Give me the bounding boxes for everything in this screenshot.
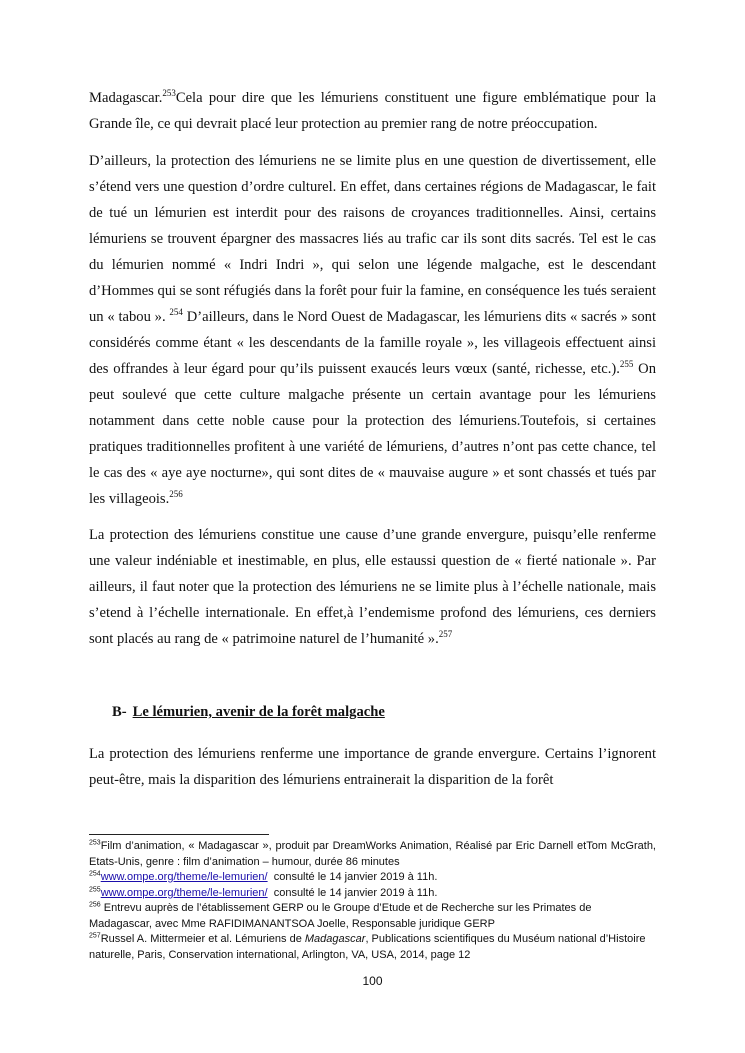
footnote-ref-255[interactable]: 255	[619, 359, 634, 370]
footnote-text: Film d’animation, « Madagascar », produit par DreamWorks Animation, Réalisé par Eric Darnell etTom McGrath, Etats-Unis, genre : film d’animation – humour, durée 86 minutes	[89, 840, 656, 868]
paragraph-text: D’ailleurs, dans le Nord Ouest de Madagascar, les lémuriens dits « sacrés » sont considérés comme étant « les descendants de la famille royale », les villageois effectuent ainsi des offrandes à leur égard pour qu’ils puissent exaucés leurs vœux (santé, richesse, etc.).	[89, 309, 656, 377]
footnote-ref-254[interactable]: 254	[169, 307, 183, 318]
paragraph-4	[89, 741, 656, 793]
footnote-text: , Publications scientifiques du Muséum national d’Histoire naturelle, Paris, Conservation international, Arlington, VA, USA, 2014, page 12	[89, 933, 646, 961]
section-label: B-	[112, 704, 127, 720]
footnotes	[89, 839, 656, 963]
page-number: 100	[362, 974, 383, 988]
footnote-separator	[89, 834, 269, 835]
paragraph-text: Cela pour dire que les lémuriens constituent une figure emblématique pour la Grande île, ce qui devrait placé leur protection au premier rang de notre préoccupation.	[89, 90, 656, 132]
footnote-256	[89, 901, 656, 932]
footnote-text: Russel A. Mittermeier et al. Lémuriens de	[100, 933, 305, 945]
footnote-number: 257	[89, 932, 101, 940]
paragraph-2	[89, 148, 656, 512]
footnote-257	[89, 932, 656, 963]
footnote-ref-256[interactable]: 256	[169, 489, 183, 500]
footnote-ref-253[interactable]: 253	[162, 88, 176, 99]
footnote-number: 256	[89, 901, 101, 909]
footnote-link[interactable]: www.ompe.org/theme/le-lemurien/	[100, 886, 268, 899]
paragraph-text: D’ailleurs, la protection des lémuriens ne se limite plus en une question de divertissement, elle s’étend vers une question d’ordre culturel. En effet, dans certaines régions de Madagascar, le fait de tué un lémurien est interdit pour des raisons de croyances traditionnelles. Ainsi, certains lémuriens se trouvent épargner des massacres liés au trafic car ils sont dits sacrés. Tel est le cas du lémurien nommé « Indri Indri », qui selon une légende malgache, est le descendant d’Hommes qui se sont réfugiés dans la forêt pour fuir la famine, en conséquence les tués seraient un « tabou ».	[89, 153, 656, 325]
paragraph-3	[89, 522, 656, 652]
footnote-number: 255	[89, 885, 101, 893]
paragraph-text: Madagascar.	[89, 90, 163, 106]
paragraph-text: La protection des lémuriens renferme une importance de grande envergure. Certains l’ignorent peut-être, mais la disparition des lémuriens entrainerait la disparition de la forêt	[89, 746, 656, 788]
footnote-italic-text: Madagascar	[304, 933, 366, 945]
footnote-number: 254	[89, 870, 101, 878]
footnote-text: consulté le 14 janvier 2019 à 11h.	[267, 886, 438, 899]
footnote-link[interactable]: www.ompe.org/theme/le-lemurien/	[100, 871, 268, 883]
footnote-254	[89, 870, 656, 886]
footnote-text: consulté le 14 janvier 2019 à 11h.	[267, 871, 438, 883]
footnote-text: Entrevu auprès de l’établissement GERP ou le Groupe d’Etude et de Recherche sur les Primates de Madagascar, avec Mme RAFIDIMANANTSOA Joelle, Responsable juridique GERP	[89, 902, 592, 930]
paragraph-text: On peut soulevé que cette culture malgache présente un certain avantage pour les lémuriens notamment dans cette noble cause pour la protection des lémuriens.Toutefois, si certaines pratiques traditionnelles profitent à une variété de lémuriens, d’autres n’ont pas cette chance, tel le cas des « aye aye nocturne», qui sont dites de « mauvaise augure » et sont chassés et tués par les villageois.	[89, 361, 656, 507]
footnote-ref-257[interactable]: 257	[438, 629, 453, 640]
footnote-253	[89, 839, 656, 870]
section-heading	[112, 704, 385, 721]
footnote-number: 253	[89, 839, 101, 847]
paragraph-1	[89, 85, 656, 137]
paragraph-text: La protection des lémuriens constitue une cause d’une grande envergure, puisqu’elle renferme une valeur indéniable et inestimable, en plus, elle estaussi question de « fierté nationale ». Par ailleurs, il faut noter que la protection des lémuriens ne se limite plus à l’échelle nationale, mais s’etend à l’échelle internationale. En effet,à l’endemisme profond des lémuriens, ces derniers sont placés au rang de « patrimoine naturel de l’humanité ».	[89, 527, 656, 647]
section-title: Le lémurien, avenir de la forêt malgache	[132, 704, 385, 720]
footnote-255	[89, 886, 656, 902]
